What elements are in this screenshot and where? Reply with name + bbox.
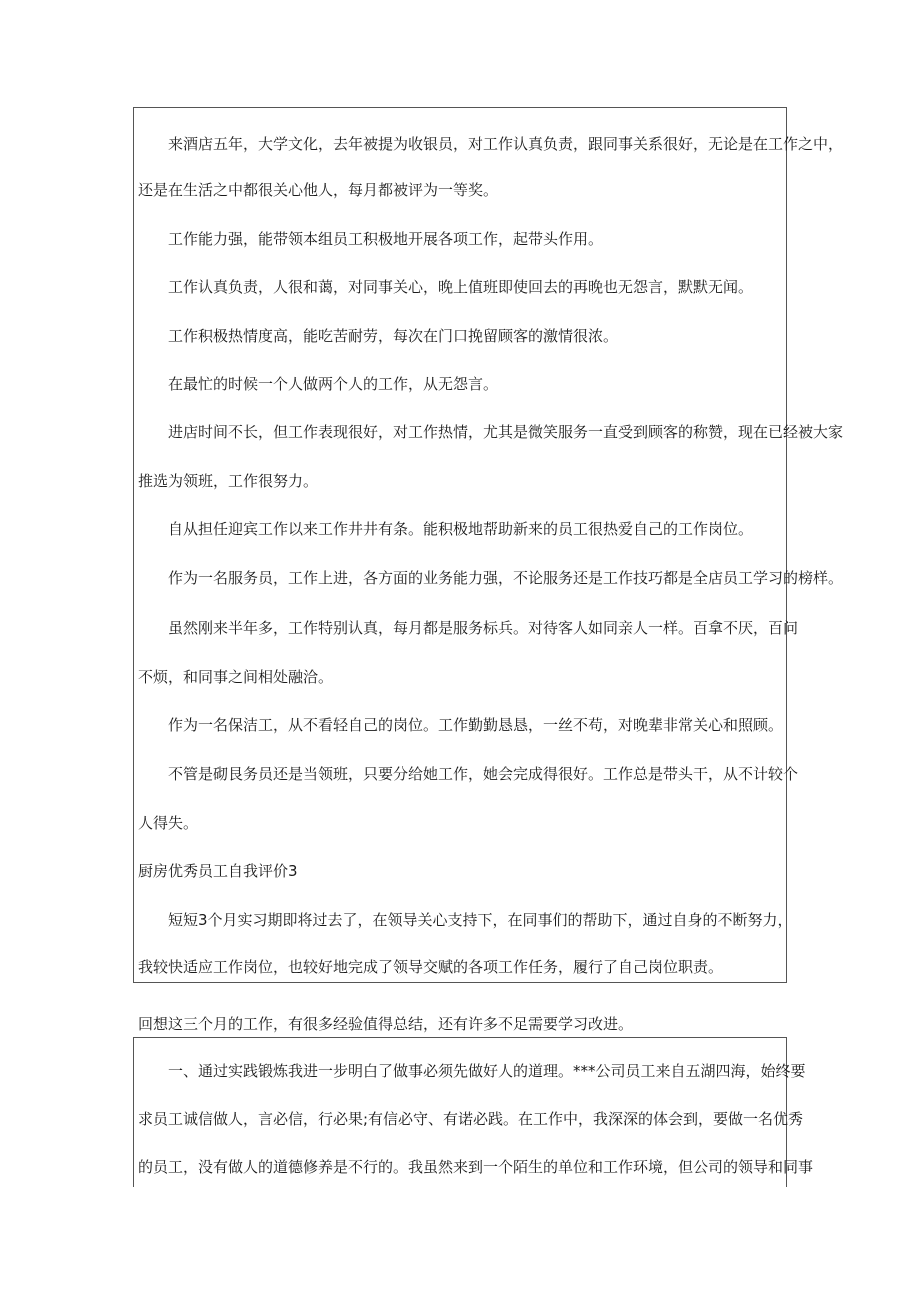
paragraph-line: 工作能力强，能带领本组员工积极地开展各项工作，起带头作用。 [168, 230, 604, 248]
paragraph-line: 进店时间不长，但工作表现很好，对工作热情，尤其是微笑服务一直受到顾客的称赞，现在已经被大家 [168, 423, 844, 441]
section-heading: 厨房优秀员工自我评价3 [138, 862, 298, 880]
paragraph-line: 短短3个月实习期即将过去了，在领导关心支持下，在同事们的帮助下，通过自身的不断努力， [168, 911, 793, 929]
paragraph-line: 一、通过实践锻炼我进一步明白了做事必须先做好人的道理。***公司员工来自五湖四海，始终要 [168, 1062, 806, 1080]
paragraph-line: 求员工诚信做人，言必信，行必果;有信必守、有诺必践。在工作中，我深深的体会到，要做一名优秀 [138, 1110, 804, 1128]
paragraph-line: 我较快适应工作岗位，也较好地完成了领导交赋的各项工作任务，履行了自己岗位职责。 [138, 958, 724, 976]
paragraph-line: 在最忙的时候一个人做两个人的工作，从无怨言。 [168, 375, 499, 393]
paragraph-line: 不烦，和同事之间相处融洽。 [138, 668, 334, 686]
paragraph-line: 虽然刚来半年多，工作特别认真，每月都是服务标兵。对待客人如同亲人一样。百拿不厌，百问 [168, 619, 799, 637]
paragraph-line: 还是在生活之中都很关心他人，每月都被评为一等奖。 [138, 181, 499, 199]
paragraph-line: 工作积极热情度高，能吃苦耐劳，每次在门口挽留顾客的激情很浓。 [168, 327, 619, 345]
paragraph-line: 工作认真负责，人很和蔼，对同事关心，晚上值班即使回去的再晚也无怨言，默默无闻。 [168, 278, 754, 296]
standalone-line: 回想这三个月的工作，有很多经验值得总结，还有许多不足需要学习改进。 [138, 1015, 634, 1033]
paragraph-line: 来酒店五年，大学文化，去年被提为收银员，对工作认真负责，跟同事关系很好，无论是在工作之中， [168, 135, 844, 153]
paragraph-line: 自从担任迎宾工作以来工作井井有条。能积极地帮助新来的员工很热爱自己的工作岗位。 [168, 520, 754, 538]
paragraph-line: 作为一名保洁工，从不看轻自己的岗位。工作勤勤恳恳，一丝不苟，对晚辈非常关心和照顾。 [168, 716, 784, 734]
paragraph-line: 的员工，没有做人的道德修养是不行的。我虽然来到一个陌生的单位和工作环境，但公司的领导和同事 [138, 1158, 814, 1176]
paragraph-line: 不管是砌艮务员还是当领班，只要分给她工作，她会完成得很好。工作总是带头干，从不计较个 [168, 765, 799, 783]
paragraph-line: 人得失。 [138, 814, 199, 832]
paragraph-line: 推选为领班，工作很努力。 [138, 472, 319, 490]
paragraph-line: 作为一名服务员，工作上进，各方面的业务能力强，不论服务还是工作技巧都是全店员工学习的榜样。 [168, 569, 844, 587]
